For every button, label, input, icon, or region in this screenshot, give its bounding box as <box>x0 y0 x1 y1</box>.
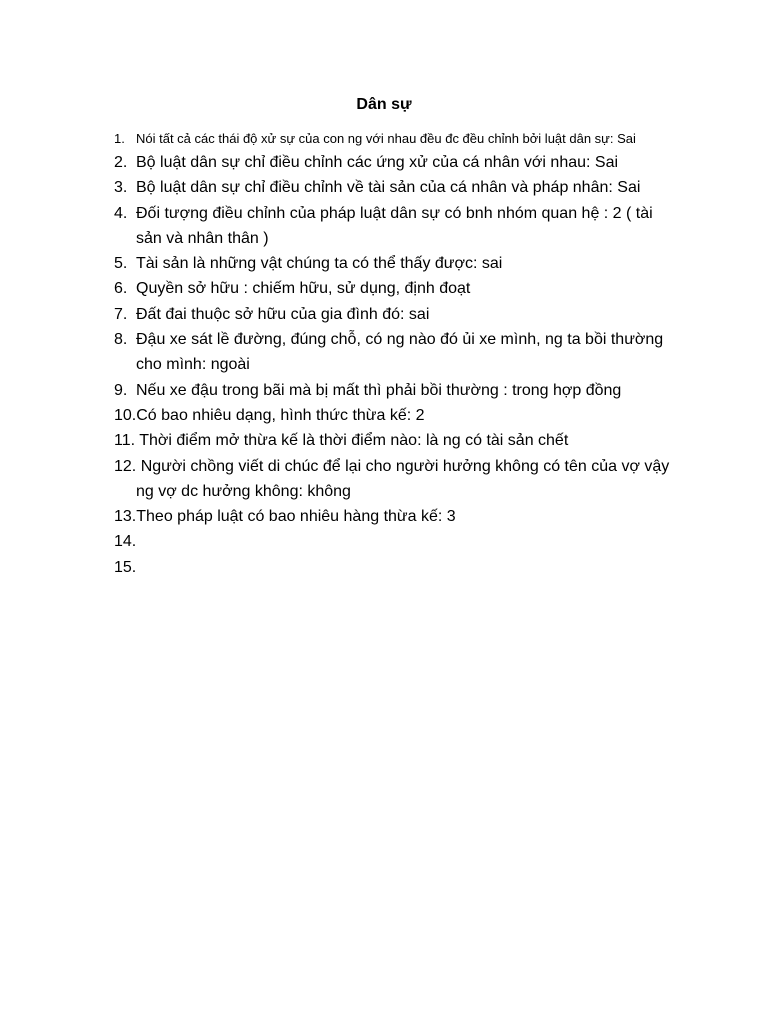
list-item <box>114 555 674 580</box>
list-item <box>114 529 674 554</box>
item-number: 9. <box>114 381 128 399</box>
item-text: Có bao nhiêu dạng, hình thức thừa kế: 2 <box>136 406 425 424</box>
item-text: Đậu xe sát lề đường, đúng chỗ, có ng nào đó ủi xe mình, ng ta bồi thường <box>136 331 664 349</box>
item-text: Quyền sở hữu : chiếm hữu, sử dụng, định đoạt <box>136 280 471 298</box>
list-item <box>114 327 674 378</box>
item-number: 10. <box>114 406 137 424</box>
item-number: 13. <box>114 508 137 526</box>
item-number: 15. <box>114 558 137 576</box>
list-item <box>114 428 674 453</box>
item-number: 4. <box>114 204 128 222</box>
list-item <box>114 128 674 150</box>
answer-list <box>114 128 674 580</box>
list-item <box>114 403 674 428</box>
list-item <box>114 201 674 252</box>
item-text: Theo pháp luật có bao nhiêu hàng thừa kế: 3 <box>136 508 456 526</box>
item-text: Bộ luật dân sự chỉ điều chỉnh các ứng xử của cá nhân với nhau: Sai <box>136 154 619 171</box>
item-number: 8. <box>114 331 128 349</box>
item-text: Thời điểm mở thừa kế là thời điểm nào: là ng có tài sản chết <box>135 432 569 450</box>
item-text: Tài sản là những vật chúng ta có thể thấy được: sai <box>136 255 503 273</box>
list-item <box>114 504 674 529</box>
item-number: 3. <box>114 179 128 197</box>
document-title: Dân sự <box>356 96 412 113</box>
item-number: 1. <box>114 131 125 146</box>
item-text: Nói tất cả các thái độ xử sự của con ng với nhau đều đc đều chỉnh bởi luật dân sự: Sai <box>136 131 636 146</box>
item-text: Đối tượng điều chỉnh của pháp luật dân sự có bnh nhóm quan hệ : 2 ( tài <box>136 204 653 222</box>
item-number: 11. <box>114 432 136 450</box>
item-number: 7. <box>114 305 128 323</box>
item-number: 2. <box>114 154 128 171</box>
list-item <box>114 454 674 505</box>
item-number: 6. <box>114 280 128 298</box>
item-continuation: sản và nhân thân ) <box>136 229 269 247</box>
list-item <box>114 251 674 276</box>
item-number: 14. <box>114 533 137 551</box>
list-item <box>114 175 674 200</box>
item-continuation: cho mình: ngoài <box>136 356 250 374</box>
item-continuation: ng vợ dc hưởng không: không <box>136 482 351 500</box>
item-number: 5. <box>114 255 128 273</box>
item-text: Người chồng viết di chúc để lại cho người hưởng không có tên của vợ vậy <box>136 457 670 475</box>
list-item <box>114 150 674 175</box>
item-text: Bộ luật dân sự chỉ điều chỉnh về tài sản của cá nhân và pháp nhân: Sai <box>136 179 641 197</box>
list-item <box>114 276 674 301</box>
list-item <box>114 302 674 327</box>
list-item <box>114 378 674 403</box>
item-text: Đất đai thuộc sở hữu của gia đình đó: sai <box>136 305 430 323</box>
item-text: Nếu xe đậu trong bãi mà bị mất thì phải bồi thường : trong hợp đồng <box>136 381 622 399</box>
item-number: 12. <box>114 457 137 475</box>
